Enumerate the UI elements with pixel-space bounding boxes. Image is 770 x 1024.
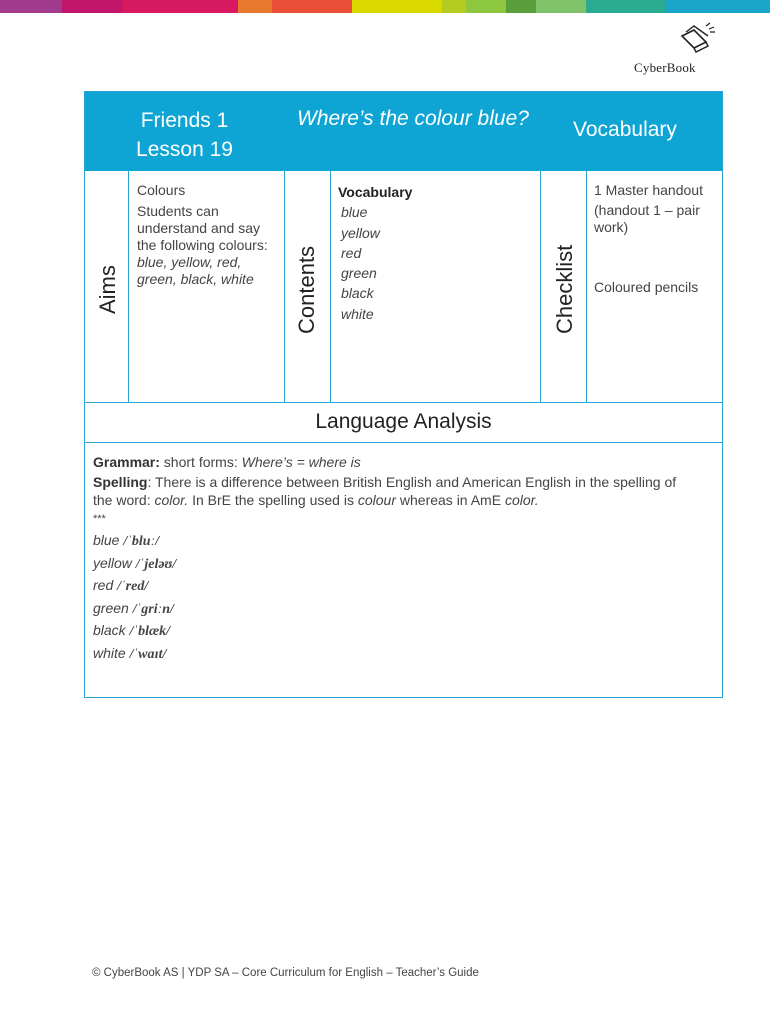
spelling-text: whereas in AmE [396, 492, 505, 508]
aims-heading: Colours [137, 182, 186, 198]
top-color-stripe [0, 0, 770, 13]
language-analysis-body [93, 453, 693, 665]
pron-word: white [93, 644, 126, 661]
contents-label: Contents [294, 245, 319, 334]
pronunciation-row [93, 620, 693, 643]
lesson-card [84, 91, 723, 698]
row-divider [85, 442, 722, 443]
stripe-segment [466, 0, 506, 13]
stripe-segment [586, 0, 666, 13]
page-footer: © CyberBook AS | YDP SA – Core Curriculum for English – Teacher’s Guide [92, 967, 479, 979]
pron-ipa: /ˈblæk/ [129, 624, 171, 639]
pron-word: yellow [93, 554, 132, 571]
lesson-title: Where’s the colour blue? [297, 107, 529, 130]
column-divider [284, 171, 285, 402]
vocab-item: green [341, 265, 377, 282]
contents-heading: Vocabulary [338, 184, 413, 200]
column-divider [128, 171, 129, 402]
lesson-number: Lesson 19 [136, 138, 233, 161]
grammar-text: short forms: [159, 454, 242, 470]
grammar-label: Grammar: [93, 454, 160, 470]
spelling-paragraph [93, 473, 693, 509]
stripe-segment [442, 0, 466, 13]
pronunciation-row [93, 643, 693, 666]
column-divider [540, 171, 541, 402]
pron-ipa: /ˈbluː/ [123, 534, 160, 549]
stripe-segment [238, 0, 272, 13]
course-title [127, 106, 242, 164]
open-book-icon [676, 22, 720, 54]
checklist-content [594, 182, 719, 296]
lesson-header [85, 92, 722, 171]
pron-ipa: /ˈɡriːn/ [132, 601, 174, 617]
pron-ipa: /ˈwaɪt/ [129, 646, 167, 662]
column-divider [330, 171, 331, 402]
pron-word: blue [93, 532, 120, 548]
pron-word: green [93, 599, 129, 616]
aims-content [137, 182, 277, 288]
vocab-item: white [341, 305, 374, 322]
spelling-word: colour [357, 492, 396, 508]
column-divider [586, 171, 587, 402]
stripe-segment [62, 0, 122, 13]
vocab-item: blue [341, 204, 368, 221]
pronunciation-list [93, 530, 693, 665]
row-divider [85, 402, 722, 403]
pron-word: red [93, 577, 114, 593]
spelling-text: In BrE the spelling used is [188, 492, 358, 508]
checklist-item: 1 Master handout [594, 182, 703, 198]
aims-text: Students can understand and say the following colours: [137, 203, 268, 253]
cyberbook-logo [630, 22, 740, 78]
spelling-word: color. [504, 492, 539, 508]
grammar-example: Where’s = where is [241, 454, 361, 470]
spelling-text: : There is a difference between British English and American English in the spelling of the word: [93, 474, 677, 508]
spelling-word: color. [154, 492, 189, 508]
pron-ipa: /ˈjeləʊ/ [135, 556, 177, 572]
stripe-segment [0, 0, 62, 13]
section-name: Vocabulary [573, 118, 677, 141]
pronunciation-row [93, 598, 693, 621]
separator: *** [93, 513, 106, 525]
stripe-segment [536, 0, 586, 13]
spelling-label: Spelling [93, 474, 148, 490]
aims-colours: blue, yellow, red, green, black, white [137, 254, 254, 287]
course-name: Friends 1 [140, 109, 229, 132]
vocab-item: yellow [341, 224, 380, 241]
vocab-item: black [341, 285, 374, 302]
checklist-label: Checklist [552, 244, 577, 334]
pronunciation-row [93, 575, 693, 598]
aims-label: Aims [95, 265, 120, 314]
pron-word: black [93, 622, 126, 638]
contents-content [338, 182, 533, 324]
stripe-segment [666, 0, 770, 13]
checklist-item: (handout 1 – pair work) [594, 202, 700, 235]
logo-text: CyberBook [634, 60, 696, 75]
stripe-segment [352, 0, 442, 13]
grammar-line [93, 453, 693, 471]
pron-ipa: /ˈred/ [117, 579, 149, 594]
vocab-item: red [341, 244, 362, 261]
stripe-segment [122, 0, 238, 13]
pronunciation-row [93, 530, 693, 553]
stripe-segment [506, 0, 536, 13]
stripe-segment [272, 0, 352, 13]
checklist-item: Coloured pencils [594, 279, 699, 295]
pronunciation-row [93, 553, 693, 576]
language-analysis-title: Language Analysis [315, 410, 492, 433]
